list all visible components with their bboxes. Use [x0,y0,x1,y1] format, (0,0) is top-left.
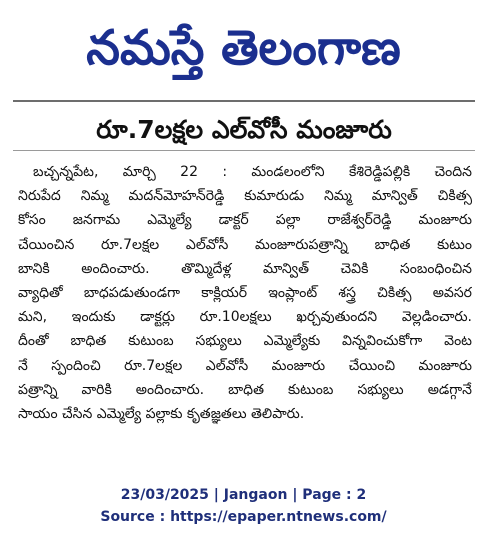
newspaper-masthead: నమస్తే తెలంగాణ [86,20,401,76]
headline-divider [13,150,475,151]
article-line: మని, ఇందుకు డాక్టర్లు రూ.10లక్షలు ఖర్చవుతుందని వెల్లడించారు. [18,309,472,326]
masthead-divider [13,100,475,102]
article-line: నే స్పందించి రూ.7లక్షల ఎల్‌వోసీ మంజూరు చేయించి మంజూరు [18,357,472,374]
clipping-footer [0,484,487,528]
edition-info: 23/03/2025 | Jangaon | Page : 2 [120,487,367,503]
article-line: నిరుపేద నిమ్మ మదన్‌మోహన్‌రెడ్డి కుమారుడు నిమ్మ మాన్విత్ చికిత్స [18,188,472,205]
article-line: బచ్చన్నపేట, మార్చి 22 : మండలంలోని కేశిరెడ్డిపల్లికి చెందిన [33,164,472,180]
article-line: దీంతో బాధిత కుటుంబ సభ్యులు ఎమ్మెల్యేకు విన్నవించుకోగా వెంట [18,333,472,350]
article-line: వ్యాధితో బాధపడుతుండగా కాక్లియర్ ఇంప్లాంట్ శస్త్ర చికిత్స అవసర [18,284,472,301]
article-line: పత్రాన్ని వారికి అందించారు. బాధిత కుటుంబ సభ్యులు అడగ్గానే [18,381,472,398]
article-body [18,160,472,426]
article-line: కోసం జనగామ ఎమ్మెల్యే డాక్టర్ పల్లా రాజేశ్వర్‌రెడ్డి మంజూరు [18,212,472,229]
article-line: చేయించిన రూ.7లక్షల ఎల్‌వోసీ మంజూరుపత్రాన్ని బాధిత కుటుం [18,236,472,253]
article-line: సాయం చేసిన ఎమ్మెల్యే పల్లాకు కృతజ్ఞతలు తెలిపారు. [18,405,305,422]
article-line: బానికి అందించారు. తొమ్మిదేళ్ల మాన్విత్ చెవికి సంబంధించిన [18,260,472,277]
source-link[interactable]: Source : https://epaper.ntnews.com/ [100,509,387,525]
article-headline: రూ.7లక్షల ఎల్‌వోసీ మంజూరు [96,115,392,144]
